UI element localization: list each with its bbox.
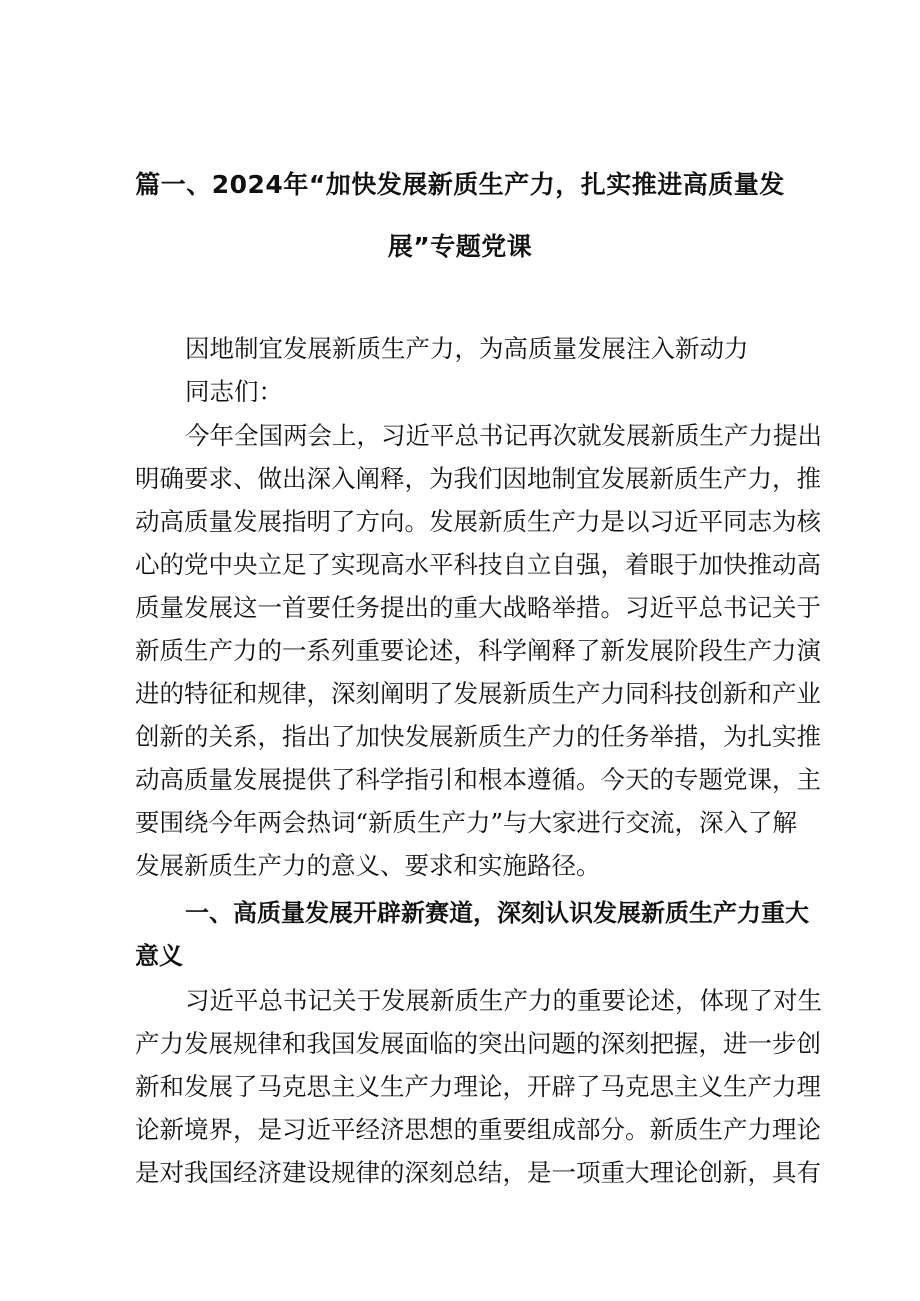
paragraph-1-line: 创新的关系，指出了加快发展新质生产力的任务举措，为扎实推 xyxy=(135,722,821,751)
document-title-line-2: 展”专题党课 xyxy=(387,232,533,261)
paragraph-1-line: 心的党中央立足了实现高水平科技自立自强，着眼于加快推动高 xyxy=(135,550,821,579)
section-1-heading-line-2: 意义 xyxy=(135,942,183,970)
paragraph-1-line: 发展新质生产力的意义、要求和实施路径。 xyxy=(135,851,601,880)
paragraph-2-line: 习近平总书记关于发展新质生产力的重要论述，体现了对生 xyxy=(185,986,822,1015)
paragraph-2-line: 新和发展了马克思主义生产力理论，开辟了马克思主义生产力理 xyxy=(135,1072,821,1101)
greeting: 同志们： xyxy=(185,377,283,406)
paragraph-1-line: 进的特征和规律，深刻阐明了发展新质生产力同科技创新和产业 xyxy=(135,679,821,708)
paragraph-1-line: 要围绕今年两会热词“新质生产力”与大家进行交流，深入了解 xyxy=(135,808,798,837)
document-subtitle: 因地制宜发展新质生产力，为高质量发展注入新动力 xyxy=(185,334,749,363)
paragraph-2-line: 论新境界，是习近平经济思想的重要组成部分。新质生产力理论 xyxy=(135,1115,821,1144)
paragraph-1-line: 质量发展这一首要任务提出的重大战略举措。习近平总书记关于 xyxy=(135,593,821,622)
paragraph-1-line: 动高质量发展提供了科学指引和根本遵循。今天的专题党课，主 xyxy=(135,765,821,794)
paragraph-1-line: 新质生产力的一系列重要论述，科学阐释了新发展阶段生产力演 xyxy=(135,636,821,665)
paragraph-1-line: 今年全国两会上，习近平总书记再次就发展新质生产力提出 xyxy=(185,421,822,450)
paragraph-2-line: 产力发展规律和我国发展面临的突出问题的深刻把握，进一步创 xyxy=(135,1029,821,1058)
document-title-line-1: 篇一、2024年“加快发展新质生产力，扎实推进高质量发 xyxy=(135,170,785,199)
section-1-heading-line-1: 一、高质量发展开辟新赛道，深刻认识发展新质生产力重大 xyxy=(185,899,809,927)
paragraph-2-line: 是对我国经济建设规律的深刻总结，是一项重大理论创新，具有 xyxy=(135,1158,821,1187)
paragraph-1-line: 明确要求、做出深入阐释，为我们因地制宜发展新质生产力，推 xyxy=(135,464,821,493)
paragraph-1-line: 动高质量发展指明了方向。发展新质生产力是以习近平同志为核 xyxy=(135,507,821,536)
